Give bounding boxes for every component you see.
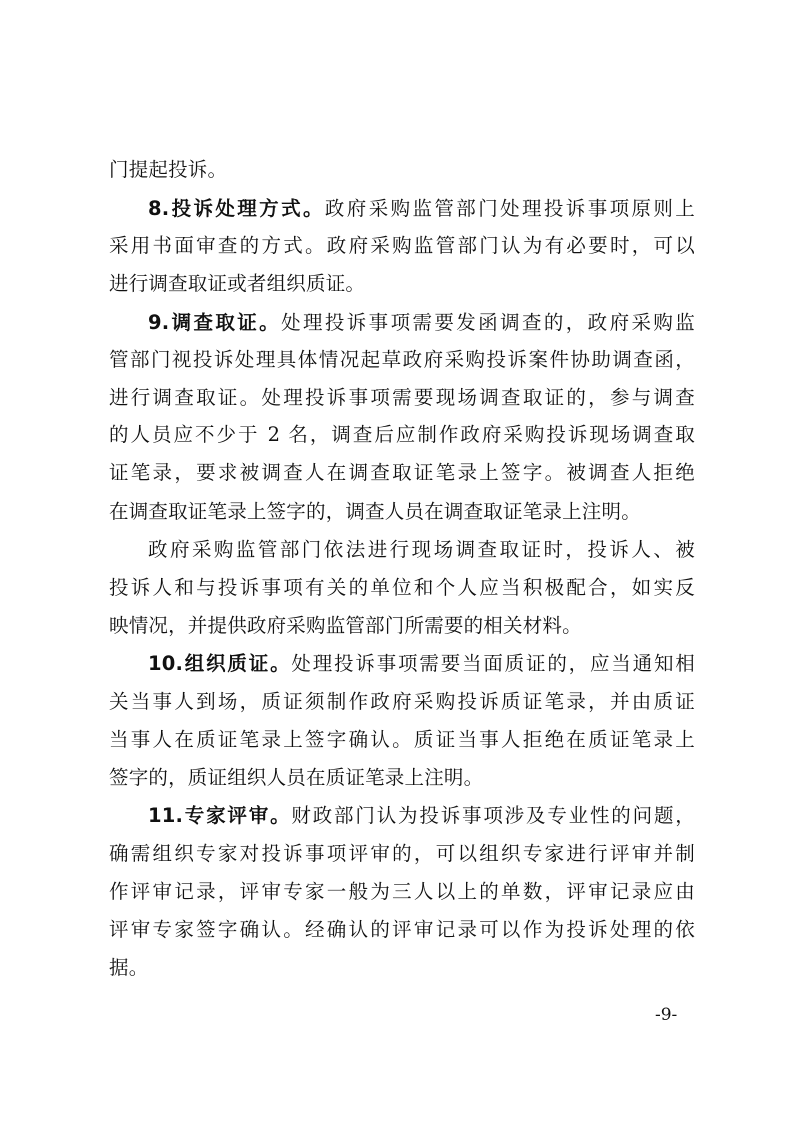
body-text-line: 在调查取证笔录上签字的，调查人员在调查取证笔录上注明。: [109, 500, 641, 523]
body-text-line: 当事人在质证笔录上签字确认。质证当事人拒绝在质证笔录上: [109, 728, 695, 751]
section-heading-9: 9.调查取证。: [148, 311, 282, 334]
section-heading-11: 11.专家评审。: [148, 804, 292, 827]
body-text-line: 的人员应不少于 2 名，调查后应制作政府采购投诉现场调查取: [109, 423, 695, 446]
body-text-line: 采用书面审查的方式。政府采购监管部门认为有必要时，可以: [109, 234, 695, 257]
body-text: 政府采购监管部门处理投诉事项原则上: [324, 197, 695, 220]
body-text-line: 进行调查取证。处理投诉事项需要现场调查取证的，参与调查: [109, 386, 695, 409]
body-text: 处理投诉事项需要当面质证的，应当通知相: [291, 652, 695, 675]
section-10-first-line: [148, 651, 695, 677]
body-text-line: 证笔录，要求被调查人在调查取证笔录上签字。被调查人拒绝: [109, 461, 695, 484]
body-text-line: 关当事人到场，质证须制作政府采购投诉质证笔录，并由质证: [109, 690, 695, 713]
body-text-line: 管部门视投诉处理具体情况起草政府采购投诉案件协助调查函，: [109, 348, 695, 371]
body-text-line: 确需组织专家对投诉事项评审的，可以组织专家进行评审并制: [109, 842, 695, 865]
section-11-first-line: [148, 803, 695, 829]
body-text-line: 投诉人和与投诉事项有关的单位和个人应当积极配合，如实反: [109, 576, 695, 599]
section-9-first-line: [148, 310, 695, 336]
body-text-line: 评审专家签字确认。经确认的评审记录可以作为投诉处理的依: [109, 918, 695, 941]
body-text-line: 据。: [109, 956, 149, 979]
section-8-first-line: [148, 196, 695, 222]
body-text: 财政部门认为投诉事项涉及专业性的问题，: [291, 804, 695, 827]
body-text-line: 作评审记录，评审专家一般为三人以上的单数，评审记录应由: [109, 880, 695, 903]
body-text-line: 签字的，质证组织人员在质证笔录上注明。: [109, 766, 484, 789]
section-heading-8: 8.投诉处理方式。: [148, 197, 325, 220]
page-number: -9-: [655, 1005, 678, 1025]
body-text-line: 门提起投诉。: [109, 158, 228, 181]
body-text-line: 映情况，并提供政府采购监管部门所需要的相关材料。: [109, 614, 582, 637]
body-text-line: 政府采购监管部门依法进行现场调查取证时，投诉人、被: [148, 538, 695, 561]
body-text: 处理投诉事项需要发函调查的，政府采购监: [281, 311, 695, 334]
body-text-line: 进行调查取证或者组织质证。: [109, 272, 366, 295]
section-heading-10: 10.组织质证。: [148, 652, 292, 675]
